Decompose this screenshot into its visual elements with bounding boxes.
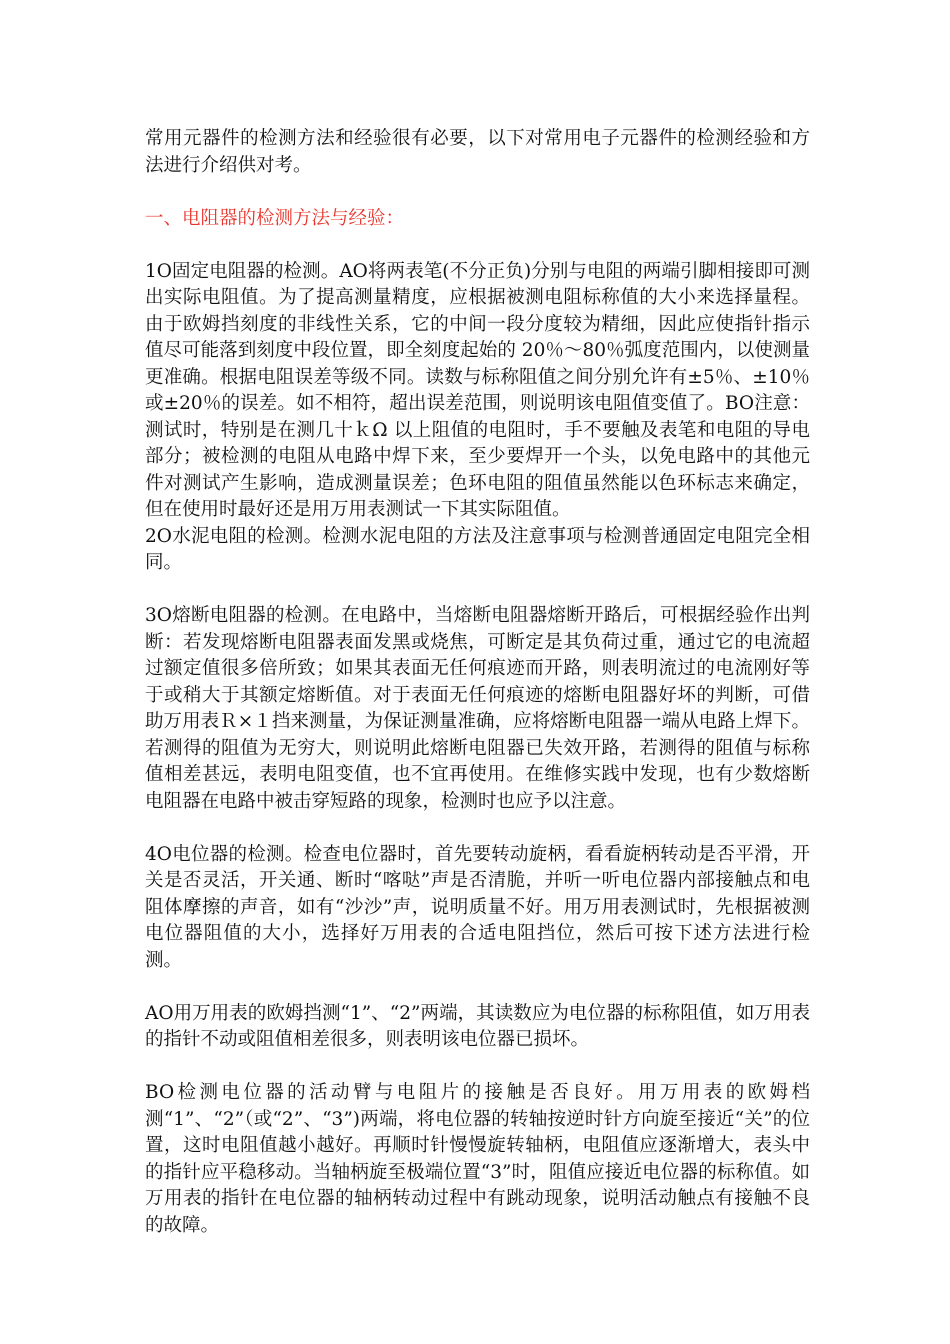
document-body [145,126,810,1266]
intro-paragraph: 常用元器件的检测方法和经验很有必要，以下对常用电子元器件的检测经验和方法进行介绍供对考。 [145,128,810,176]
paragraph-fixed-resistor: 1O固定电阻器的检测。AO将两表笔(不分正负)分别与电阻的两端引脚相接即可测出实际电阻值。为了提高测量精度，应根据被测电阻标称值的大小来选择量程。由于欧姆挡刻度的非线性关系，它的中间一段分度较为精细，因此应使指针指示值尽可能落到刻度中段位置，即全刻度起始的 20％～80％弧度范围内，以使测量更准确。根据电阻误差等级不同。读数与标称阻值之间分别允许有±5％、±10％或±20％的误差。如不相符，超出误差范围，则说明该电阻值变值了。BO注意：测试时，特别是在测几十ｋΩ 以上阻值的电阻时，手不要触及表笔和电阻的导电部分；被检测的电阻从电路中焊下来，至少要焊开一个头，以免电路中的其他元件对测试产生影响，造成测量误差；色环电阻的阻值虽然能以色环标志来确定，但在使用时最好还是用万用表测试一下其实际阻值。 [145,260,810,520]
paragraph-cement-resistor: 2O水泥电阻的检测。检测水泥电阻的方法及注意事项与检测普通固定电阻完全相同。 [145,525,810,573]
paragraph-potentiometer-step-b: BO检测电位器的活动臂与电阻片的接触是否良好。用万用表的欧姆档测“1”、“2”（或“2”、“3”)两端，将电位器的转轴按逆时针方向旋至接近“关”的位置，这时电阻值越小越好。再顺时针慢慢旋转轴柄，电阻值应逐渐增大，表头中的指针应平稳移动。当轴柄旋至极端位置“3”时，阻值应接近电位器的标称值。如万用表的指针在电位器的轴柄转动过程中有跳动现象，说明活动触点有接触不良的故障。 [145,1082,810,1236]
paragraph-potentiometer: 4O电位器的检测。检查电位器时，首先要转动旋柄，看看旋柄转动是否平滑，开关是否灵活，开关通、断时“喀哒”声是否清脆，并听一听电位器内部接触点和电阻体摩擦的声音，如有“沙沙”声，说明质量不好。用万用表测试时，先根据被测电位器阻值的大小，选择好万用表的合适电阻挡位，然后可按下述方法进行检测。 [145,843,810,971]
section-heading: 一、电阻器的检测方法与经验： [145,207,405,229]
paragraph-potentiometer-step-a: AO用万用表的欧姆挡测“1”、“2”两端，其读数应为电位器的标称阻值，如万用表的指针不动或阻值相差很多，则表明该电位器已损坏。 [145,1002,810,1050]
paragraph-fuse-resistor: 3O熔断电阻器的检测。在电路中，当熔断电阻器熔断开路后，可根据经验作出判断：若发现熔断电阻器表面发黑或烧焦，可断定是其负荷过重，通过它的电流超过额定值很多倍所致；如果其表面无任何痕迹而开路，则表明流过的电流刚好等于或稍大于其额定熔断值。对于表面无任何痕迹的熔断电阻器好坏的判断，可借助万用表Ｒ×１挡来测量，为保证测量准确，应将熔断电阻器一端从电路上焊下。若测得的阻值为无穷大，则说明此熔断电阻器已失效开路，若测得的阻值与标称值相差甚远，表明电阻变值，也不宜再使用。在维修实践中发现，也有少数熔断电阻器在电路中被击穿短路的现象，检测时也应予以注意。 [145,605,810,812]
